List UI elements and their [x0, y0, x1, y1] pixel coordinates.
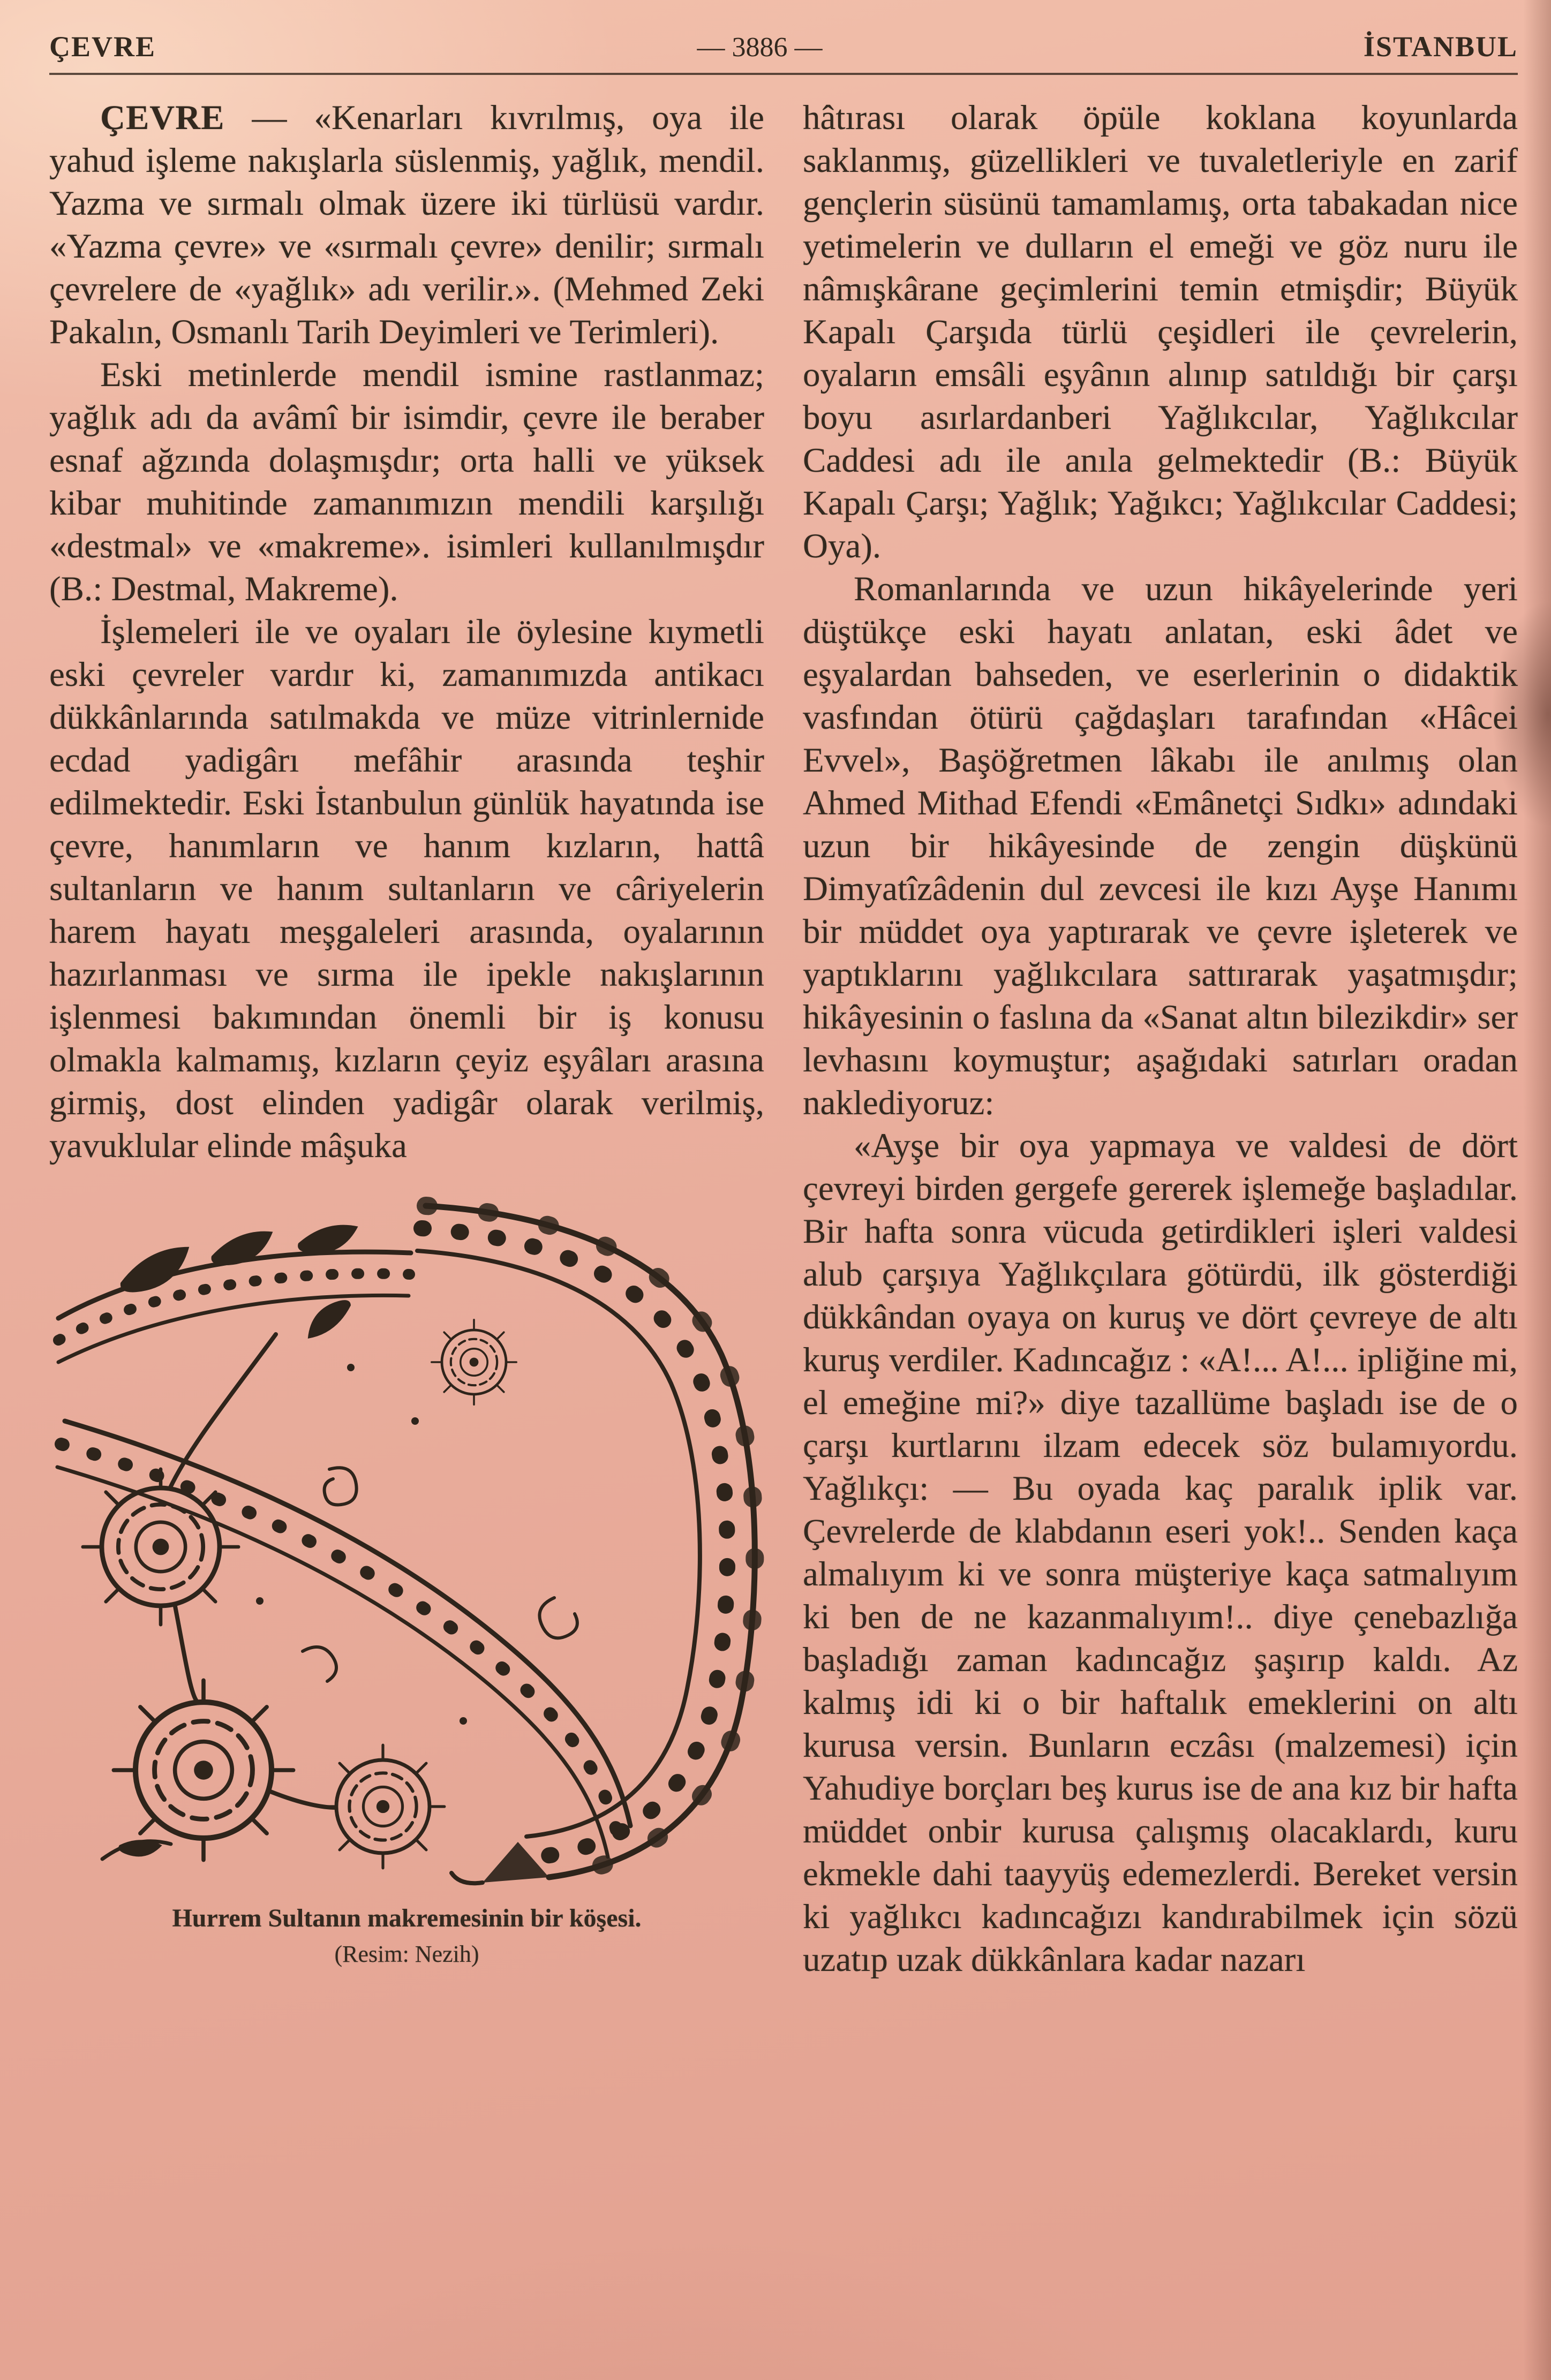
rosette-motifs	[82, 1320, 516, 1868]
figure-caption: Hurrem Sultanın makremesinin bir köşesi.	[172, 1904, 642, 1932]
left-column	[49, 96, 764, 1981]
entry-opening-paragraph	[49, 96, 764, 353]
border-band	[417, 1206, 755, 1883]
left-paragraph-3: İşlemeleri ile ve oyaları ile öylesine kıymetli eski çevreler vardır ki, zamanımızda antikacı dükkânlarında satılmakda ve müze vitrinlernide ecdad yadigârı mefâhir arasında teşhir edilmektedir. Eski İstanbulun günlük hayatında ise çevre, hanımların ve hanım kızların, hattâ sultanların ve hanım sultanların ve câriyelerin harem hayatı meşgaleleri arasında, oyalarının hazırlanması ve sırma ile ipekle nakışlarının işlenmesi bakımından önemli bir iş konusu olmakla kalmamış, kızların çeyiz eşyâları arasına girmiş, dost elinden yadigâr olarak verilmiş, yavuklular elinde mâşuka	[49, 613, 764, 1165]
page-number: — 3886 —	[697, 32, 823, 63]
page-header	[49, 30, 1518, 63]
figure-credit: (Resim: Nezih)	[334, 1941, 479, 1967]
right-paragraph-3: «Ayşe bir oya yapmaya ve valdesi de dört çevreyi birden gergefe gererek işlemeğe başladılar. Bir hafta sonra vücuda getirdikleri işleri valdesi alub çarşıya Yağlıkçılara götürdü, ilk gösterdiği dükkândan oyaya on kuruş ve dört çevreye de altı kuruş verdiler. Kadıncağız : «A!... A!... ipliğine mi, el emeğine mi?» diye tazallüme başladı ise de o çarşı kurtlarını ilzam edecek söz bulamıyordu. Yağlıkçı: — Bu oyada kaç paralık iplik var. Çevrelerde de klabdanın eseri yok!.. Senden kaça almalıyım ki ve sonra müşteriye kaça satmalıyım ki ben de ne kazanmalıyım!.. diye çenebazlığa başladığı zaman kadıncağız şaşırıp kaldı. Az kalmış idi ki o bir haftalık emeklerini on altı kurusa versin. Bunların eczâsı (malzemesi) için Yahudiye borçları beş kurus ise de ana kız bir hafta müddet onbir kurusa çalışmış olacaklardı, kuru ekmekle dahi taayyüş edemezlerdi. Bereket versin ki yağlıkcı kadıncağızı kandırabilmek için sözü uzatıp uzak dükkânlara kadar nazarı	[803, 1127, 1518, 1979]
entry-definition-text: — «Kenarları kıvrılmış, oya ile yahud işleme nakışlarla süslenmiş, yağlık, mendil. Yazma ve sırmalı olmak üzere iki türlüsü vardır. «Yazma çevre» ve «sırmalı çevre» denilir; sırmalı çevrelere de «yağlık» adı verilir.». (Mehmed Zeki Pakalın, Osmanlı Tarih Deyimleri ve Terimleri).	[49, 99, 764, 351]
figure-makreme	[49, 1191, 764, 1969]
entry-headword: ÇEVRE	[100, 99, 225, 137]
fold-band	[57, 1421, 630, 1857]
right-paragraph-2: Romanlarında ve uzun hikâyelerinde yeri düştükçe eski hayatı anlatan, eski âdet ve eşyalardan bahseden, ve eserlerinin o didaktik vasfından ötürü çağdaşları tarafından «Hâcei Evvel», Başöğretmen lâkabı ile anılmış olan Ahmed Mithad Efendi «Emânetçi Sıdkı» adındaki uzun bir hikâyesinde de zengin düşkünü Dimyatîzâdenin dul zevcesi ile kızı Ayşe Hanımı bir müddet oya yaptırarak ve çevre işleterek ve yaptıklarını yağlıkcılara sattırarak yaşatmışdır; hikâyesinin o faslına da «Sanat altın bilezikdir» ser levhasını koymuştur; aşağıdaki satırları oradan naklediyoruz:	[803, 570, 1518, 1122]
header-rule	[49, 73, 1518, 75]
right-column	[803, 96, 1518, 1981]
makreme-illustration	[51, 1191, 763, 1887]
figure-captions	[49, 1903, 764, 1969]
left-paragraph-2: Eski metinlerde mendil ismine rastlanmaz; yağlık adı da avâmî bir isimdir, çevre ile beraber esnaf ağzında dolaşmışdır; orta halli ve yüksek kibar muhitinde zamanımızın mendili karşılığı «destmal» ve «makreme». isimleri kullanılmışdır (B.: Destmal, Makreme).	[49, 356, 764, 608]
running-title-left: ÇEVRE	[49, 31, 156, 63]
vine-ornament	[58, 1223, 411, 1362]
running-title-right: İSTANBUL	[1363, 31, 1518, 63]
article-body	[49, 96, 1518, 1981]
right-paragraph-1: hâtırası olarak öpüle koklana koyunlarda saklanmış, güzellikleri ve tuvaletleriyle en zarif gençlerin süsünü tamamlamış, orta tabakadan nice yetimelerin ve dulların el emeği ve göz nuru ile nâmışkârane geçimlerini temin etmişdir; Büyük Kapalı Çarşıda türlü çeşidleri ile çevrelerin, oyaların emsâli eşyânın alınıp satıldığı bir çarşı boyu asırlardanberi Yağlıkcılar, Yağlıkcılar Caddesi adı ile anıla gelmektedir (B.: Büyük Kapalı Çarşı; Yağlık; Yağıkcı; Yağlıkcılar Caddesi; Oya).	[803, 99, 1518, 565]
